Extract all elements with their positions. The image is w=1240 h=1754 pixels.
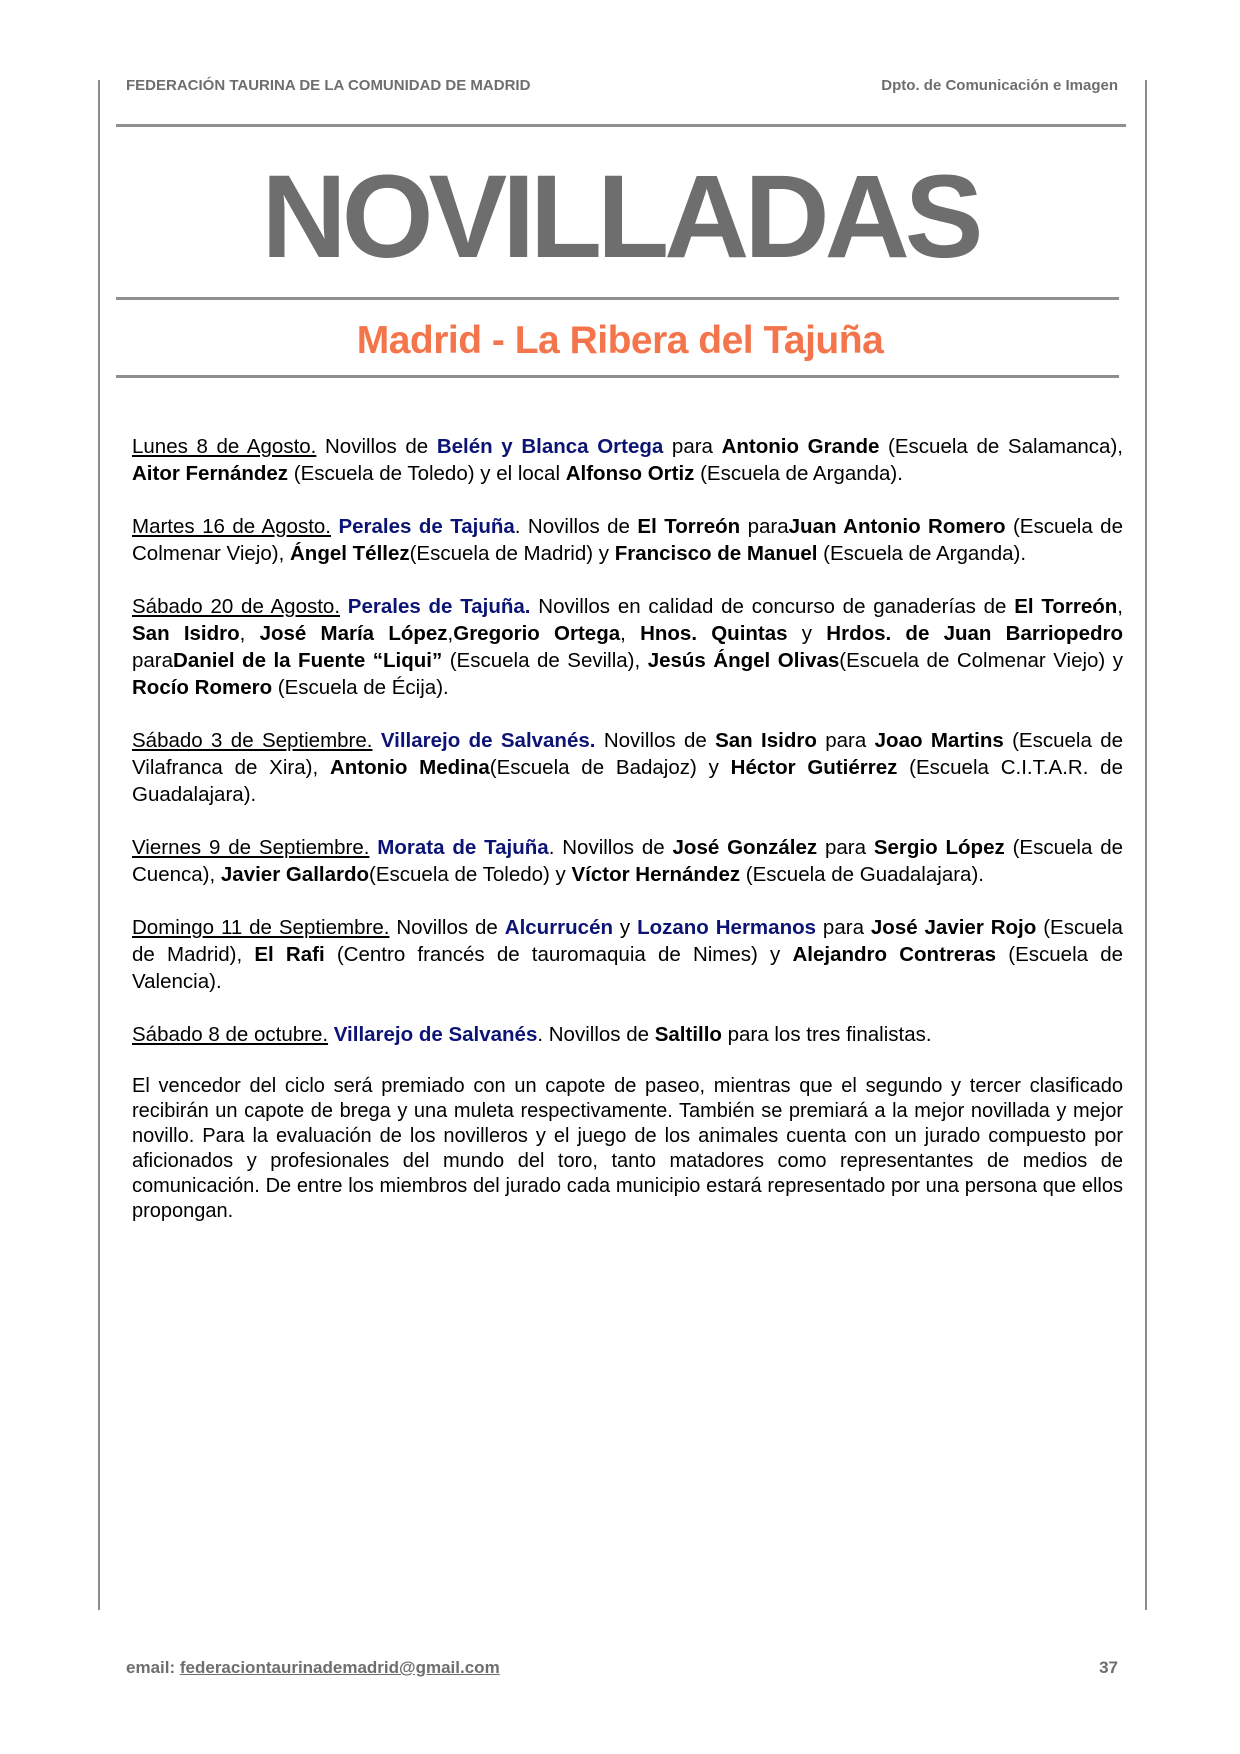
event-name: José González (672, 836, 818, 859)
event-name: José María López (259, 622, 448, 645)
event-text: (Centro francés de tauromaquia de Nimes) y (324, 943, 793, 966)
event-text: (Escuela de Colmenar Viejo), (132, 515, 1123, 565)
event-name: El Torreón (1014, 595, 1118, 618)
page-title: NOVILLADAS (261, 151, 979, 283)
event-text (340, 595, 348, 618)
event-text: Novillos de (595, 729, 716, 752)
event-venue: Perales de Tajuña. (347, 595, 531, 618)
event-text: Novillos de (389, 916, 505, 939)
event-text: (Escuela de Arganda). (694, 462, 903, 485)
event-text: (Escuela de Arganda). (817, 542, 1027, 565)
event-name: Antonio Medina (329, 756, 490, 779)
event-text: (Escuela de Sevilla), (442, 649, 648, 672)
event-text: (Escuela de Écija). (272, 676, 449, 699)
event-text: para (740, 515, 789, 538)
event-text: (Escuela de Guadalajara). (740, 863, 984, 886)
event-venue: Alcurrucén (504, 916, 613, 939)
event-item (132, 433, 1123, 487)
event-text: y (787, 622, 827, 645)
event-date: Sábado 20 de Agosto. (132, 595, 341, 618)
event-item (132, 834, 1123, 888)
event-name: Aitor Fernández (132, 462, 289, 485)
event-venue: Villarejo de Salvanés. (380, 729, 596, 752)
event-name: Sergio López (873, 836, 1005, 859)
header-department: Dpto. de Comunicación e Imagen (881, 77, 1118, 94)
event-text: para (816, 729, 875, 752)
event-text: para (663, 435, 722, 458)
event-text: (Escuela C.I.T.A.R. de Guadalajara). (132, 756, 1123, 806)
event-date: Sábado 3 de Septiembre. (132, 729, 373, 752)
event-name: Alfonso Ortiz (565, 462, 695, 485)
event-name: El Torreón (637, 515, 741, 538)
event-text: Novillos en calidad de concurso de ganaderías de (530, 595, 1015, 618)
event-name: Rocío Romero (132, 676, 273, 699)
event-text: (Escuela de Madrid) y (409, 542, 615, 565)
event-name: Héctor Gutiérrez (730, 756, 898, 779)
event-name: Joao Martins (874, 729, 1004, 752)
event-text: . Novillos de (514, 515, 638, 538)
event-name: Daniel de la Fuente “Liqui” (173, 649, 443, 672)
header-organization: FEDERACIÓN TAURINA DE LA COMUNIDAD DE MADRID (126, 77, 531, 94)
event-name: Ángel Téllez (290, 542, 410, 565)
subtitle-divider (116, 375, 1119, 378)
event-venue: Villarejo de Salvanés (333, 1023, 538, 1046)
event-name: San Isidro (132, 622, 240, 645)
event-item (132, 1021, 1123, 1048)
event-text: (Escuela de Toledo) y (369, 863, 572, 886)
event-name: Hnos. Quintas (640, 622, 788, 645)
event-text: , (620, 622, 641, 645)
event-name: Juan Antonio Romero (788, 515, 1006, 538)
event-date: Domingo 11 de Septiembre. (132, 916, 390, 939)
event-text: (Escuela de Valencia). (132, 943, 1124, 993)
event-venue: Belén y Blanca Ortega (436, 435, 664, 458)
event-text: para (132, 649, 174, 672)
event-text: . Novillos de (548, 836, 673, 859)
event-name: San Isidro (715, 729, 817, 752)
event-text: (Escuela de Badajoz) y (489, 756, 731, 779)
event-text: (Escuela de Salamanca), (879, 435, 1123, 458)
event-date: Lunes 8 de Agosto. (132, 435, 317, 458)
event-item (132, 914, 1123, 995)
event-name: José Javier Rojo (870, 916, 1037, 939)
event-date: Martes 16 de Agosto. (132, 515, 331, 538)
event-name: Antonio Grande (721, 435, 880, 458)
page-number: 37 (1099, 1658, 1118, 1677)
event-text: . Novillos de (537, 1023, 655, 1046)
event-text: para (816, 916, 871, 939)
event-text: para (817, 836, 874, 859)
email-label: email: (126, 1658, 180, 1677)
event-text: para los tres finalistas. (721, 1023, 932, 1046)
event-venue: Perales de Tajuña (338, 515, 515, 538)
event-item (132, 727, 1123, 808)
event-text: Novillos de (316, 435, 437, 458)
event-name: Gregorio Ortega (453, 622, 621, 645)
title-divider (116, 297, 1119, 300)
left-margin-rule (98, 80, 100, 1610)
event-venue: Lozano Hermanos (637, 916, 817, 939)
event-name: Jesús Ángel Olivas (647, 649, 840, 672)
event-item (132, 513, 1123, 567)
event-name: El Rafi (254, 943, 325, 966)
email-link[interactable]: federaciontaurinademadrid@gmail.com (179, 1658, 500, 1677)
event-text: , (239, 622, 260, 645)
event-text: , (1117, 595, 1123, 618)
footer-email-line (126, 1658, 500, 1678)
event-name: Saltillo (654, 1023, 722, 1046)
event-text: (Escuela de Cuenca), (132, 836, 1124, 886)
event-text: (Escuela de Colmenar Viejo) y (839, 649, 1123, 672)
header-divider (116, 124, 1126, 127)
right-margin-rule (1145, 80, 1147, 1610)
event-name: Alejandro Contreras (792, 943, 997, 966)
event-name: Hrdos. de Juan Barriopedro (826, 622, 1123, 645)
main-content (132, 433, 1123, 1224)
event-item (132, 593, 1123, 701)
event-list (132, 433, 1123, 1048)
event-text: y (613, 916, 638, 939)
event-name: Francisco de Manuel (614, 542, 818, 565)
event-text (372, 729, 380, 752)
event-text: (Escuela de Toledo) y el local (288, 462, 566, 485)
event-date: Viernes 9 de Septiembre. (132, 836, 370, 859)
closing-paragraph: El vencedor del ciclo será premiado con un capote de paseo, mientras que el segundo y tercer clasificado recibirán un capote de brega y una muleta respectivamente. También se premiará a la mejor novillada y mejor novillo. Para la evaluación de los novilleros y el juego de los animales cuenta con un jurado compuesto por aficionados y profesionales del mundo del toro, tanto matadores como representantes de medios de comunicación. De entre los miembros del jurado cada municipio estará representado por una persona que ellos propongan. (132, 1075, 1123, 1222)
page-subtitle: Madrid - La Ribera del Tajuña (356, 319, 884, 362)
event-name: Víctor Hernández (571, 863, 741, 886)
event-text: (Escuela de Madrid), (132, 916, 1123, 966)
event-date: Sábado 8 de octubre. (132, 1023, 329, 1046)
event-name: Javier Gallardo (220, 863, 370, 886)
event-text: , (447, 622, 454, 645)
event-text: (Escuela de Vilafranca de Xira), (132, 729, 1124, 779)
event-venue: Morata de Tajuña (377, 836, 549, 859)
